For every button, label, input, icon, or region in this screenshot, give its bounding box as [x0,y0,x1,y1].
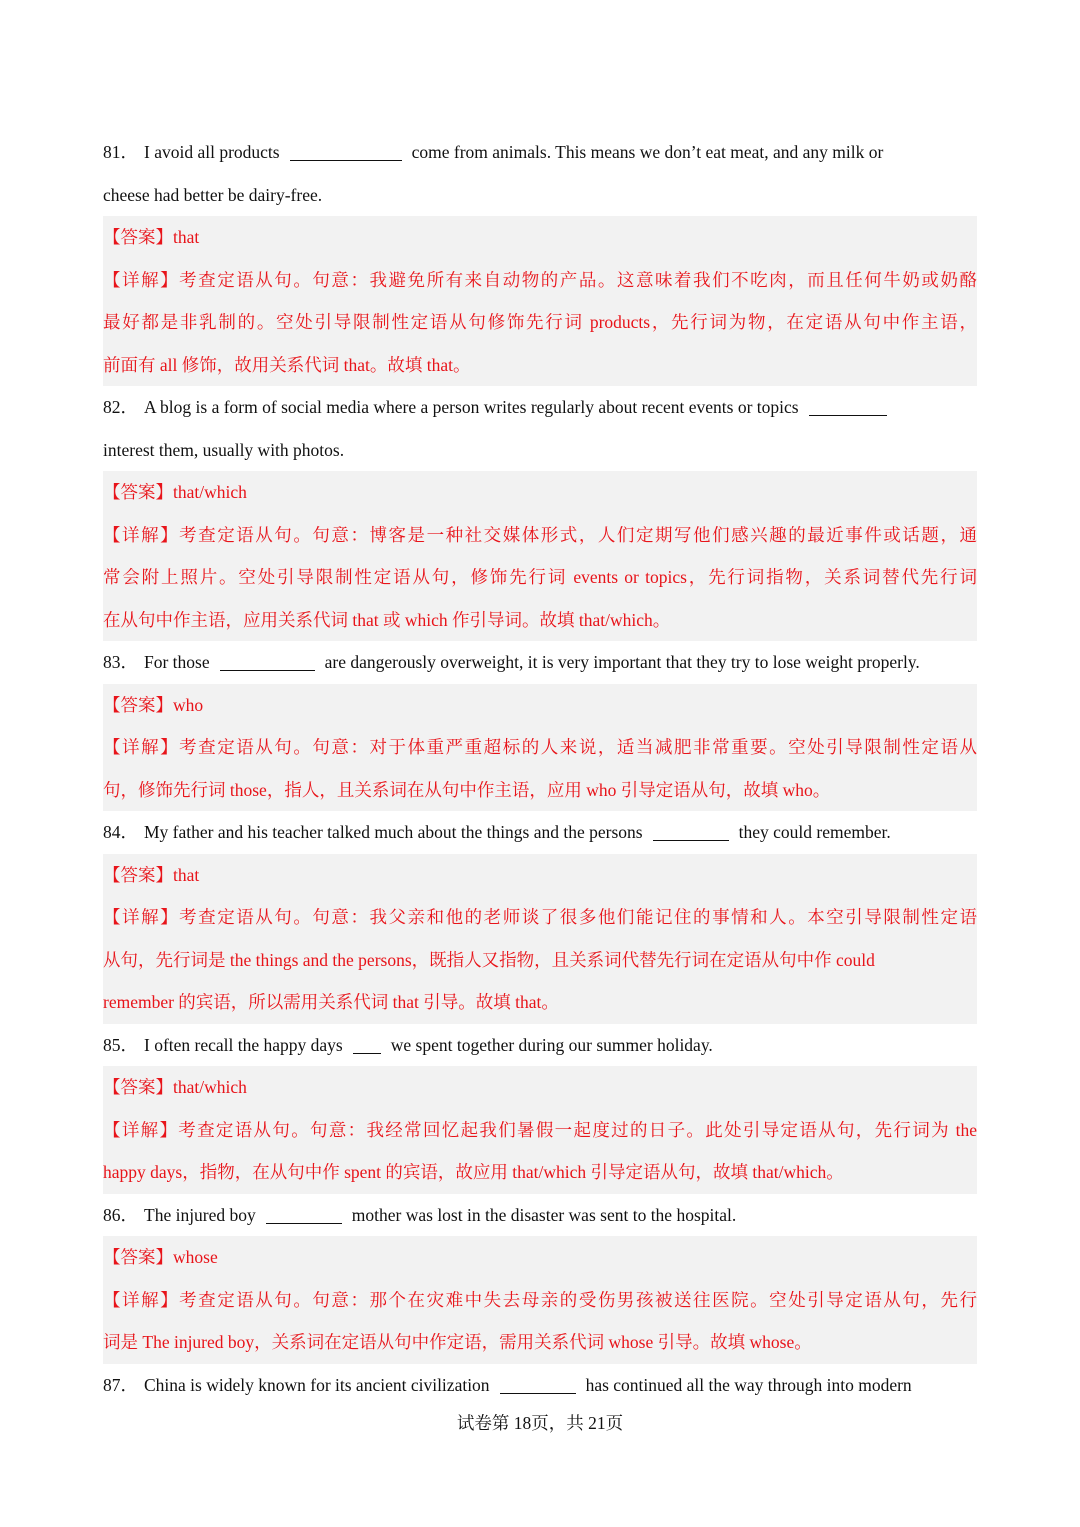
question-84 [103,811,977,854]
question-number: 81． [103,142,138,162]
detail-text: 考查定语从句。句意：我父亲和他的老师谈了很多他们能记住的事情和人。本空引导限制性定语 [179,907,977,927]
question-number: 84． [103,822,138,842]
answer-block-85 [103,1066,977,1194]
page-footer: 试卷第 18页，共 21页 [456,1413,624,1433]
question-number: 82． [103,397,138,417]
answer-value: that [173,227,200,247]
answer-block-83 [103,684,977,812]
question-text: are dangerously overweight, it is very important that they try to lose weight properly. [324,652,920,672]
answer-blank [266,1203,342,1224]
answer-value: that/which [173,1077,247,1097]
question-number: 85． [103,1034,138,1055]
detail-tag: 【详解】 [103,1119,179,1140]
question-number: 86． [103,1204,138,1225]
question-text: we spent together during our summer holiday. [390,1034,713,1055]
answer-tag: 【答案】 [103,482,173,502]
question-81-continuation: cheese had better be dairy-free. [103,184,323,205]
answer-value: whose [173,1247,218,1267]
detail-tag: 【详解】 [103,737,180,757]
question-82 [103,386,977,429]
answer-tag: 【答案】 [103,864,173,885]
answer-value: that [173,864,200,885]
detail-text: 前面有 all 修饰，故用关系代词 that。故填 that。 [103,354,471,375]
question-text: China is widely known for its ancient civilization [144,1374,490,1395]
question-83 [103,641,977,684]
answer-block-81 [103,216,977,386]
detail-text: 从句，先行词是 the things and the persons，既指人又指物，且关系词代替先行词在定语从句中作 could [103,949,875,970]
detail-tag: 【详解】 [103,269,180,290]
detail-tag: 【详解】 [103,907,180,927]
question-text: I often recall the happy days [144,1034,343,1055]
answer-value: that/which [173,482,247,502]
detail-text: 考查定语从句。句意：那个在灾难中失去母亲的受伤男孩被送往医院。空处引导定语从句，先行 [179,1289,977,1310]
detail-text: 考查定语从句。句意：我经常回忆起我们暑假一起度过的日子。此处引导定语从句，先行词为 the [178,1119,977,1140]
answer-tag: 【答案】 [103,1247,173,1267]
question-85 [103,1024,977,1067]
question-82-continuation: interest them, usually with photos. [103,439,345,460]
answer-block-84 [103,854,977,1024]
question-number: 87． [103,1374,138,1395]
question-text: The injured boy [144,1204,256,1225]
detail-text: 常会附上照片。空处引导限制性定语从句，修饰先行词 events or topics，先行词指物，关系词替代先行词 [103,567,977,587]
answer-blank [290,140,402,161]
answer-tag: 【答案】 [103,1077,173,1097]
question-86 [103,1194,977,1237]
question-text: mother was lost in the disaster was sent to the hospital. [351,1204,737,1225]
detail-tag: 【详解】 [103,1289,180,1310]
detail-text: 考查定语从句。句意：博客是一种社交媒体形式，人们定期写他们感兴趣的最近事件或话题，通 [179,524,977,545]
detail-text: 最好都是非乳制的。空处引导限制性定语从句修饰先行词 products，先行词为物，在定语从句中作主语， [103,312,977,332]
detail-text: remember 的宾语，所以需用关系代词 that 引导。故填 that。 [103,992,559,1012]
question-text: My father and his teacher talked much about the things and the persons [144,822,643,842]
answer-tag: 【答案】 [103,694,173,715]
question-number: 83． [103,652,138,672]
detail-text: 词是 The injured boy，关系词在定语从句中作定语，需用关系代词 whose 引导。故填 whose。 [103,1332,812,1352]
detail-text: 在从句中作主语，应用关系代词 that 或 which 作引导词。故填 that/which。 [103,609,671,630]
answer-blank [500,1373,576,1394]
question-text: A blog is a form of social media where a person writes regularly about recent events or topics [144,397,799,417]
answer-block-86 [103,1236,977,1364]
question-text: they could remember. [738,822,891,842]
question-text: has continued all the way through into modern [585,1374,912,1395]
answer-blank [809,395,887,416]
answer-tag: 【答案】 [103,227,173,247]
detail-text: 考查定语从句。句意：我避免所有来自动物的产品。这意味着我们不吃肉，而且任何牛奶或奶酪 [179,269,977,290]
detail-tag: 【详解】 [103,524,180,545]
page-content [103,131,977,1406]
answer-blank [220,650,315,671]
answer-blank [353,1033,381,1054]
detail-text: 考查定语从句。句意：对于体重严重超标的人来说，适当减肥非常重要。空处引导限制性定语从 [179,737,977,757]
question-87 [103,1364,977,1407]
answer-value: who [173,694,204,715]
detail-text: 句，修饰先行词 those，指人，且关系词在从句中作主语，应用 who 引导定语从句，故填 who。 [103,779,831,800]
question-text: For those [144,652,210,672]
detail-text: happy days，指物，在从句中作 spent 的宾语，故应用 that/which 引导定语从句，故填 that/which。 [103,1162,844,1182]
question-text: I avoid all products [144,142,280,162]
answer-blank [653,820,729,841]
question-text: come from animals. This means we don’t eat meat, and any milk or [411,142,884,162]
question-81 [103,131,977,174]
answer-block-82 [103,471,977,641]
